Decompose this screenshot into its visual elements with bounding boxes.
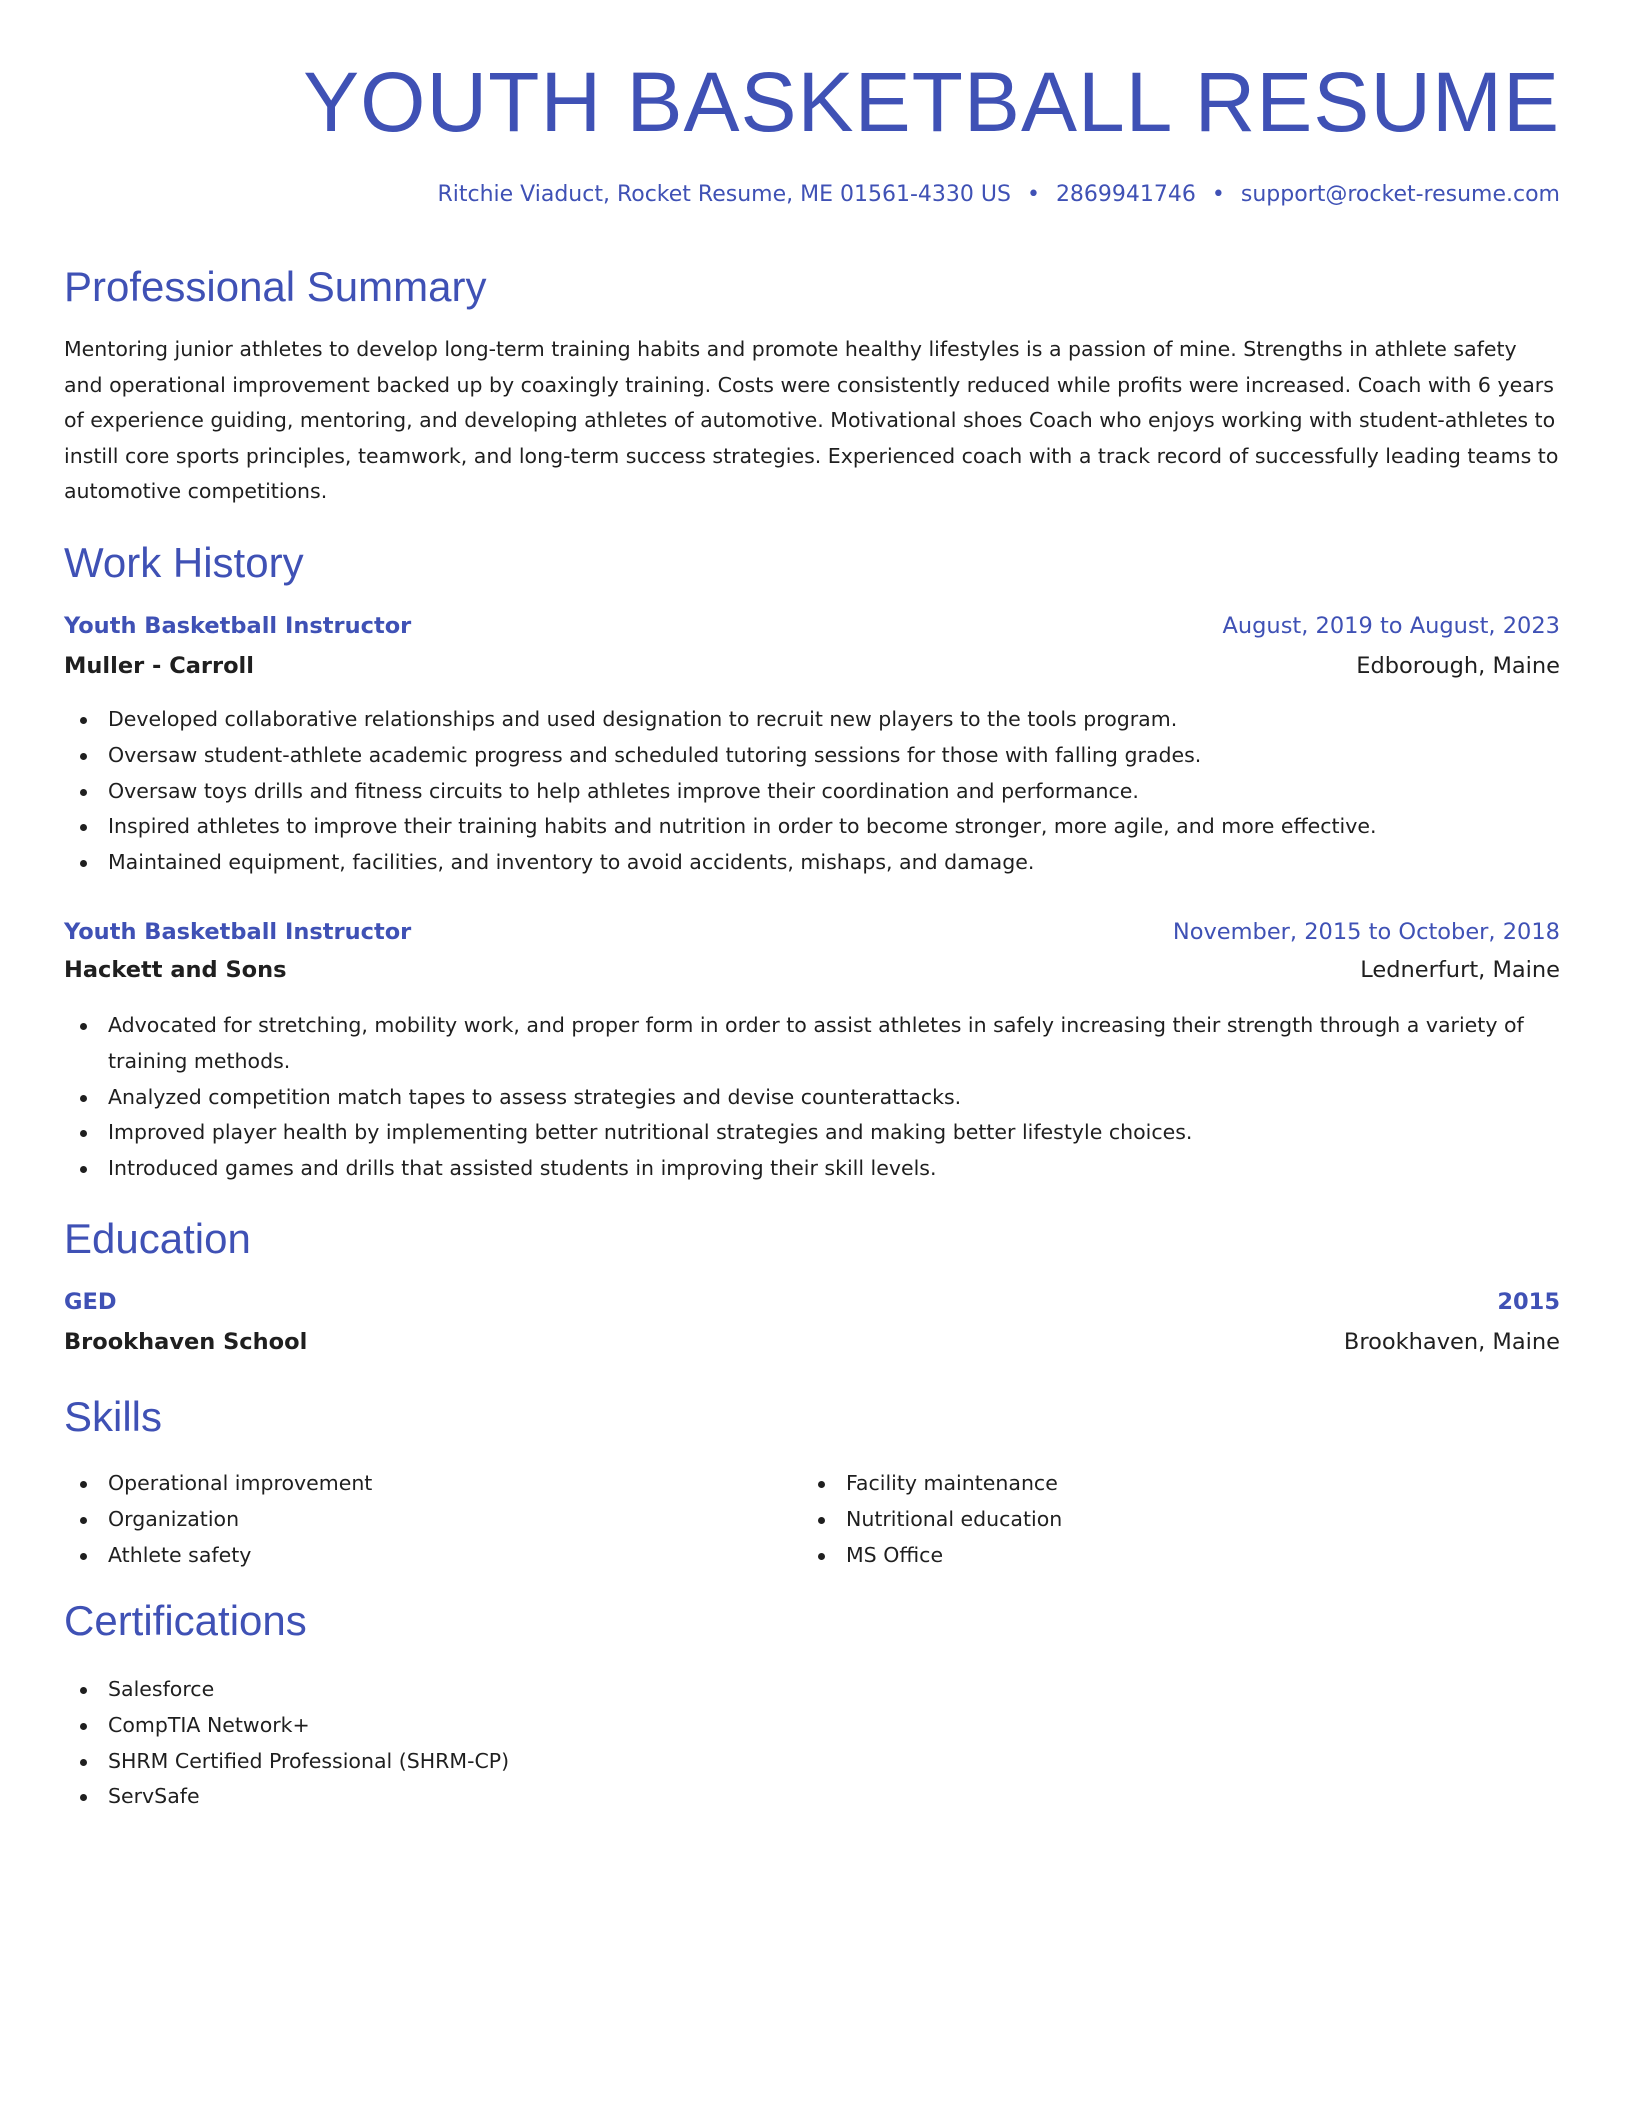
job-header: [64, 608, 1560, 644]
contact-separator: •: [1211, 182, 1225, 207]
contact-phone: 2869941746: [1055, 182, 1196, 207]
job-employer-row: [64, 648, 1560, 684]
job-duties-list: [64, 1008, 1560, 1187]
list-item: Organization: [64, 1502, 1560, 1538]
work-history-heading: Work History: [64, 539, 304, 586]
certifications-heading: Certifications: [64, 1597, 307, 1644]
list-item: Analyzed competition match tapes to assess strategies and devise counterattacks.: [64, 1080, 1560, 1116]
job-company: Hackett and Sons: [64, 957, 287, 983]
list-item: Oversaw student-athlete academic progress and scheduled tutoring sessions for those with falling grades.: [64, 738, 1560, 774]
list-item: Athlete safety: [64, 1538, 1560, 1574]
education-heading: Education: [64, 1215, 251, 1262]
education-location: Brookhaven, Maine: [1343, 1329, 1560, 1355]
education-header: [64, 1284, 1560, 1320]
education-school-row: [64, 1324, 1560, 1360]
list-item: MS Office: [802, 1538, 1632, 1574]
education-school: Brookhaven School: [64, 1329, 308, 1355]
list-item: Advocated for stretching, mobility work, and proper form in order to assist athletes in safely increasing their strength through a variety of training methods.: [64, 1008, 1560, 1080]
job-dates: November, 2015 to October, 2018: [1172, 919, 1560, 945]
list-item: Salesforce: [64, 1672, 1560, 1708]
list-item: Improved player health by implementing better nutritional strategies and making better lifestyle choices.: [64, 1115, 1560, 1151]
education-degree: GED: [64, 1289, 117, 1315]
list-item: ServSafe: [64, 1779, 1560, 1815]
list-item: Oversaw toys drills and fitness circuits to help athletes improve their coordination and performance.: [64, 774, 1560, 810]
job-duties-list: [64, 702, 1560, 881]
list-item: Inspired athletes to improve their training habits and nutrition in order to become stronger, more agile, and more effective.: [64, 809, 1560, 845]
list-item: Operational improvement: [64, 1466, 1560, 1502]
list-item: Facility maintenance: [802, 1466, 1632, 1502]
job-location: Lednerfurt, Maine: [1360, 957, 1560, 983]
job-dates: August, 2019 to August, 2023: [1222, 613, 1560, 639]
job-employer-row: [64, 952, 1560, 988]
job-title: Youth Basketball Instructor: [64, 919, 412, 945]
list-item: Maintained equipment, facilities, and inventory to avoid accidents, mishaps, and damage.: [64, 845, 1560, 881]
list-item: Developed collaborative relationships and used designation to recruit new players to the tools program.: [64, 702, 1560, 738]
skills-list-right: [802, 1466, 1632, 1573]
job-company: Muller - Carroll: [64, 653, 254, 679]
contact-address: Ritchie Viaduct, Rocket Resume, ME 01561-4330 US: [437, 182, 1011, 207]
list-item: CompTIA Network+: [64, 1708, 1560, 1744]
education-year: 2015: [1497, 1289, 1560, 1315]
certifications-list: [64, 1672, 1560, 1815]
resume-title: YOUTH BASKETBALL RESUME: [303, 55, 1560, 149]
list-item: Nutritional education: [802, 1502, 1632, 1538]
job-header: [64, 914, 1560, 950]
contact-separator: •: [1026, 182, 1040, 207]
summary-heading: Professional Summary: [64, 263, 487, 310]
job-title: Youth Basketball Instructor: [64, 613, 412, 639]
list-item: Introduced games and drills that assisted students in improving their skill levels.: [64, 1151, 1560, 1187]
summary-text: Mentoring junior athletes to develop long-term training habits and promote healthy lifestyles is a passion of mine. Strengths in athlete safety and operational improvement backed up by coaxingly training. Costs were consistently reduced while profits were increased. Coach with 6 years of experience guiding, mentoring, and developing athletes of automotive. Motivational shoes Coach who enjoys working with student-athletes to instill core sports principles, teamwork, and long-term success strategies. Experienced coach with a track record of successfully leading teams to automotive competitions.: [64, 337, 1559, 504]
contact-line: [437, 180, 1560, 210]
contact-email: support@rocket-resume.com: [1240, 182, 1560, 207]
list-item: SHRM Certified Professional (SHRM-CP): [64, 1744, 1560, 1780]
skills-heading: Skills: [64, 1393, 163, 1440]
job-location: Edborough, Maine: [1356, 653, 1560, 679]
